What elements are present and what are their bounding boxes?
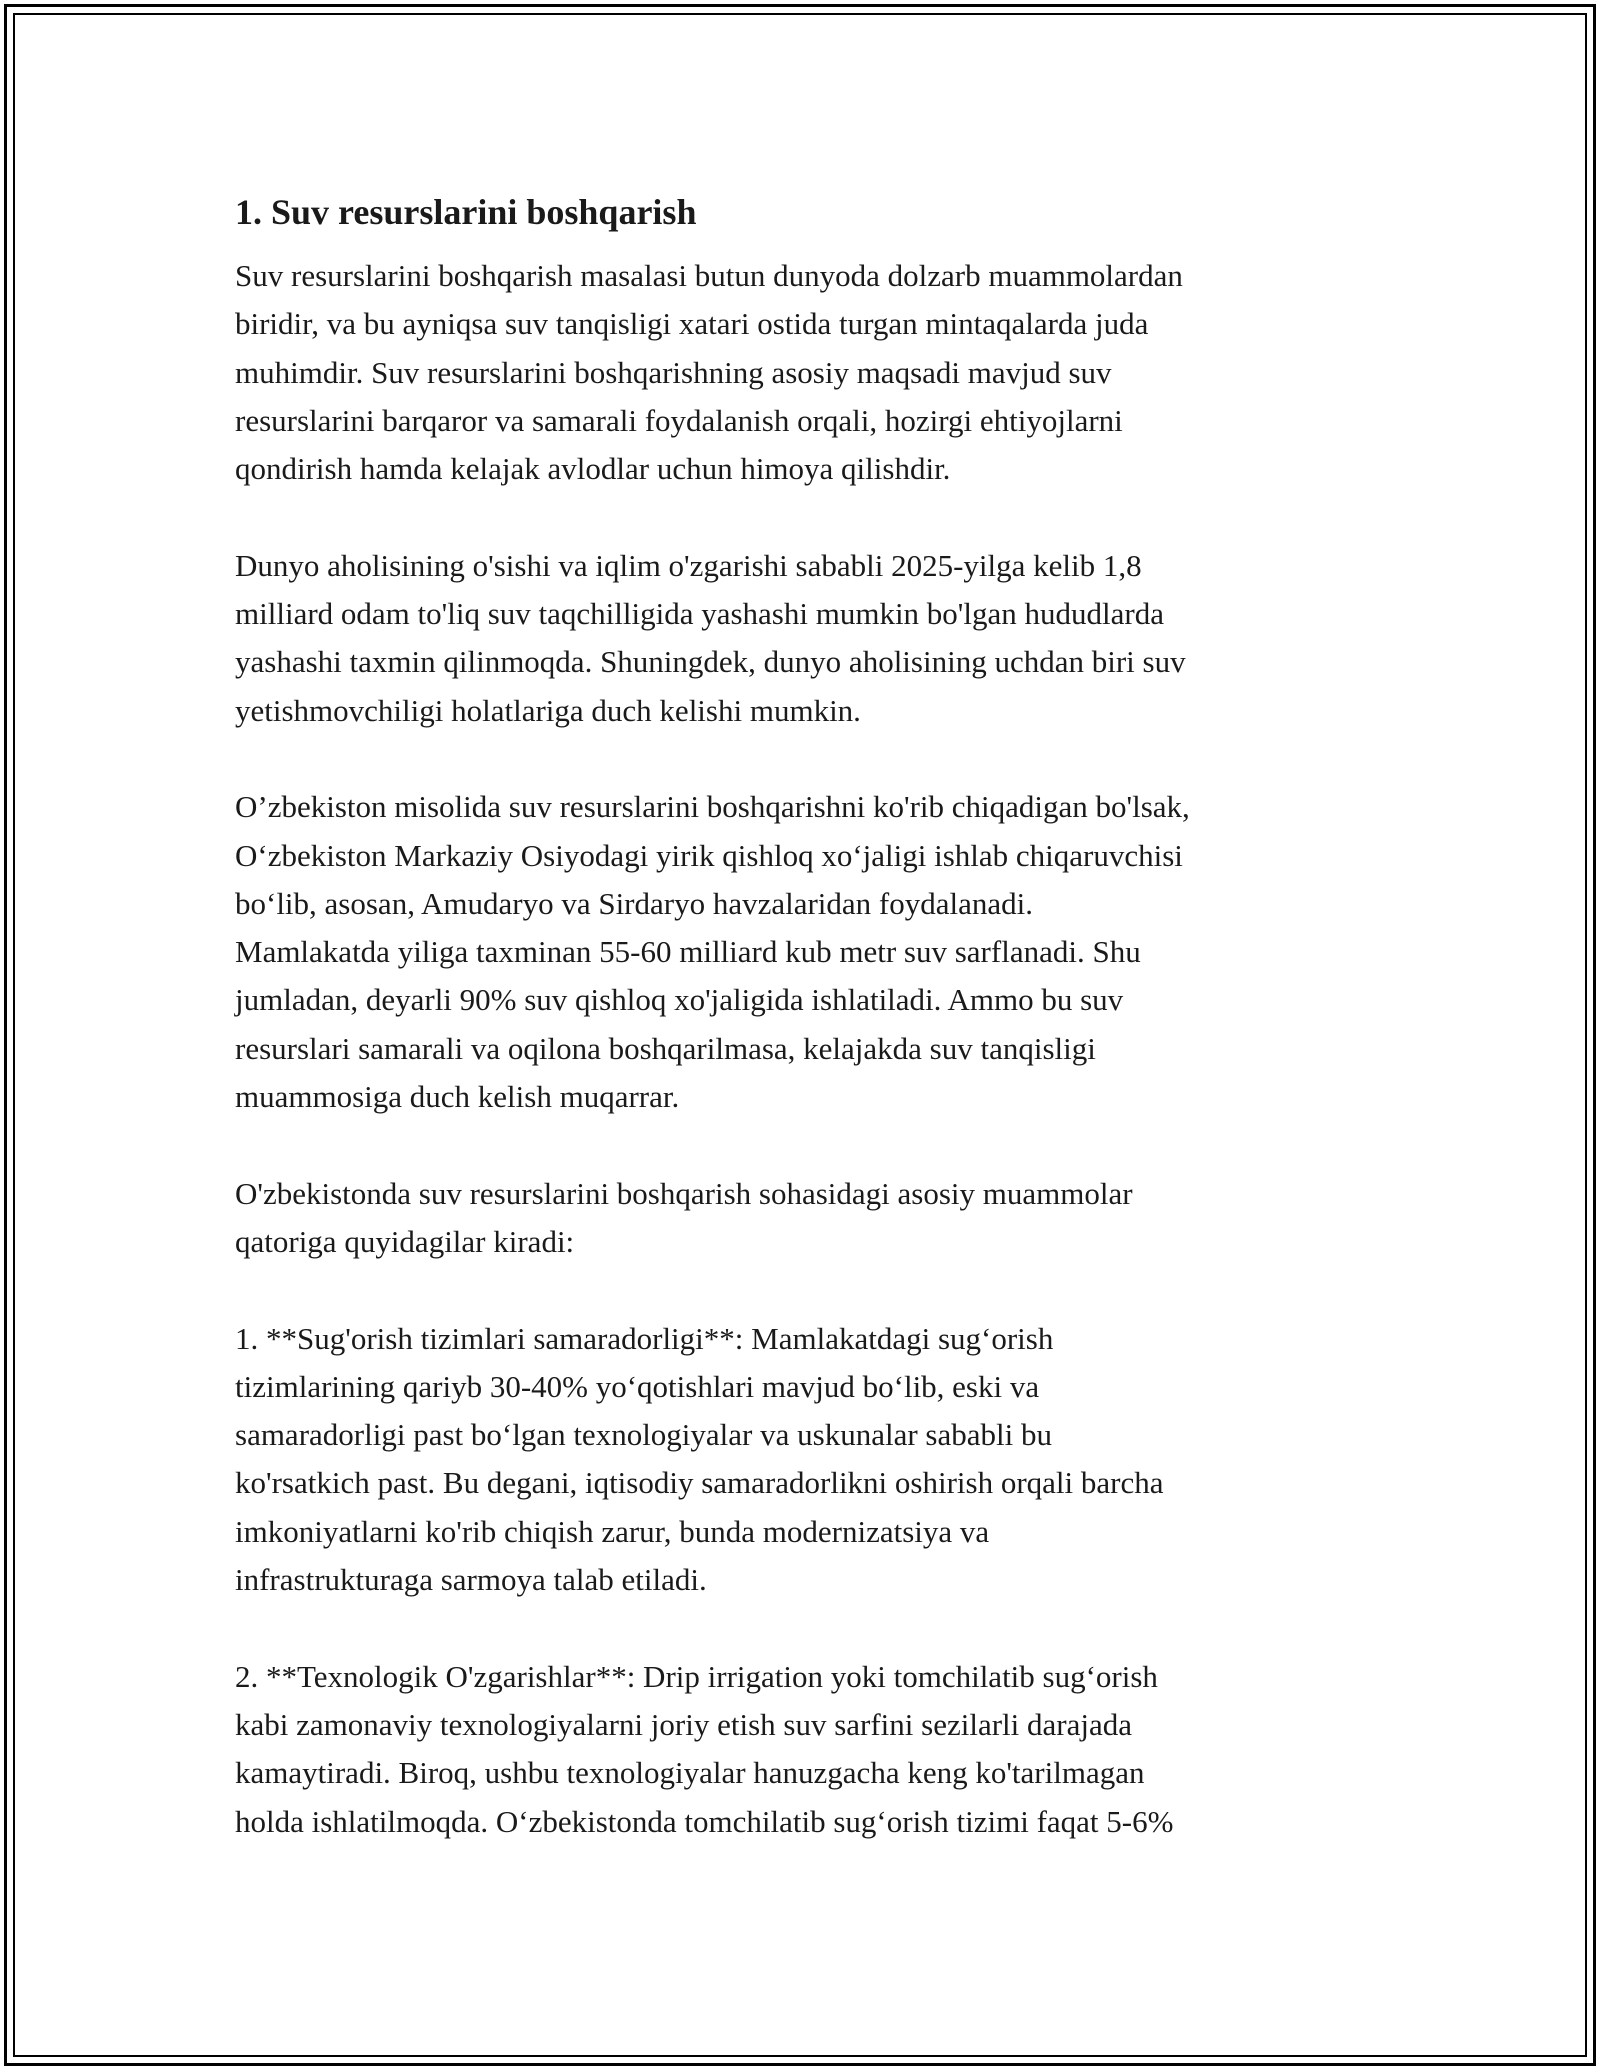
text-line: 2. **Texnologik O'zgarishlar**: Drip irrigation yoki tomchilatib sug‘orish xyxy=(235,1658,1158,1694)
text-line: O'zbekistonda suv resurslarini boshqarish sohasidagi asosiy muammolar xyxy=(235,1175,1133,1211)
text-line: samaradorligi past bo‘lgan texnologiyalar va uskunalar sababli bu xyxy=(235,1417,1052,1453)
paragraph-problems-intro xyxy=(235,1170,1375,1267)
section-heading: 1. Suv resurslarini boshqarish xyxy=(235,192,697,232)
text-line: qondirish hamda kelajak avlodlar uchun himoya qilishdir. xyxy=(235,451,951,487)
list-item-irrigation-efficiency xyxy=(235,1315,1375,1605)
text-line: kabi zamonaviy texnologiyalarni joriy etish suv sarfini sezilarli darajada xyxy=(235,1706,1132,1742)
text-line: kamaytiradi. Biroq, ushbu texnologiyalar hanuzgacha keng ko'tarilmagan xyxy=(235,1755,1145,1791)
text-line: Dunyo aholisining o'sishi va iqlim o'zgarishi sababli 2025-yilga kelib 1,8 xyxy=(235,547,1142,583)
text-line: O’zbekiston misolida suv resurslarini boshqarishni ko'rib chiqadigan bo'lsak, xyxy=(235,789,1190,825)
paragraph-uzbekistan xyxy=(235,783,1375,1121)
text-line: resurslarini barqaror va samarali foydalanish orqali, hozirgi ehtiyojlarni xyxy=(235,402,1123,438)
text-line: imkoniyatlarni ko'rib chiqish zarur, bunda modernizatsiya va xyxy=(235,1513,990,1549)
text-line: muammosiga duch kelish muqarrar. xyxy=(235,1079,680,1115)
text-line: Suv resurslarini boshqarish masalasi butun dunyoda dolzarb muammolardan xyxy=(235,258,1183,293)
text-line: jumladan, deyarli 90% suv qishloq xo'jaligida ishlatiladi. Ammo bu suv xyxy=(235,982,1124,1018)
text-line: muhimdir. Suv resurslarini boshqarishning asosiy maqsadi mavjud suv xyxy=(235,354,1112,390)
text-line: qatoriga quyidagilar kiradi: xyxy=(235,1223,575,1259)
text-line: O‘zbekiston Markaziy Osiyodagi yirik qishloq xo‘jaligi ishlab chiqaruvchisi xyxy=(235,837,1183,873)
text-line: bo‘lib, asosan, Amudaryo va Sirdaryo havzalaridan foydalanadi. xyxy=(235,885,1034,921)
list-item-technological-changes xyxy=(235,1653,1375,1846)
document-body xyxy=(235,188,1375,1894)
text-line: tizimlarining qariyb 30-40% yo‘qotishlari mavjud bo‘lib, eski va xyxy=(235,1368,1040,1404)
text-line: yetishmovchiligi holatlariga duch kelishi mumkin. xyxy=(235,692,861,728)
text-line: holda ishlatilmoqda. O‘zbekistonda tomchilatib sug‘orish tizimi faqat 5-6% xyxy=(235,1803,1174,1839)
text-line: yashashi taxmin qilinmoqda. Shuningdek, dunyo aholisining uchdan biri suv xyxy=(235,644,1186,680)
paragraph-population xyxy=(235,542,1375,735)
paragraph-intro xyxy=(235,252,1375,493)
text-line: Mamlakatda yiliga taxminan 55-60 milliard kub metr suv sarflanadi. Shu xyxy=(235,934,1141,970)
text-line: resurslari samarali va oqilona boshqarilmasa, kelajakda suv tanqisligi xyxy=(235,1030,1096,1066)
text-line: milliard odam to'liq suv taqchilligida yashashi mumkin bo'lgan hududlarda xyxy=(235,596,1164,632)
text-line: 1. **Sug'orish tizimlari samaradorligi**: Mamlakatdagi sug‘orish xyxy=(235,1320,1054,1356)
text-line: infrastrukturaga sarmoya talab etiladi. xyxy=(235,1562,707,1598)
text-line: biridir, va bu ayniqsa suv tanqisligi xatari ostida turgan mintaqalarda juda xyxy=(235,306,1149,342)
text-line: ko'rsatkich past. Bu degani, iqtisodiy samaradorlikni oshirish orqali barcha xyxy=(235,1465,1164,1501)
